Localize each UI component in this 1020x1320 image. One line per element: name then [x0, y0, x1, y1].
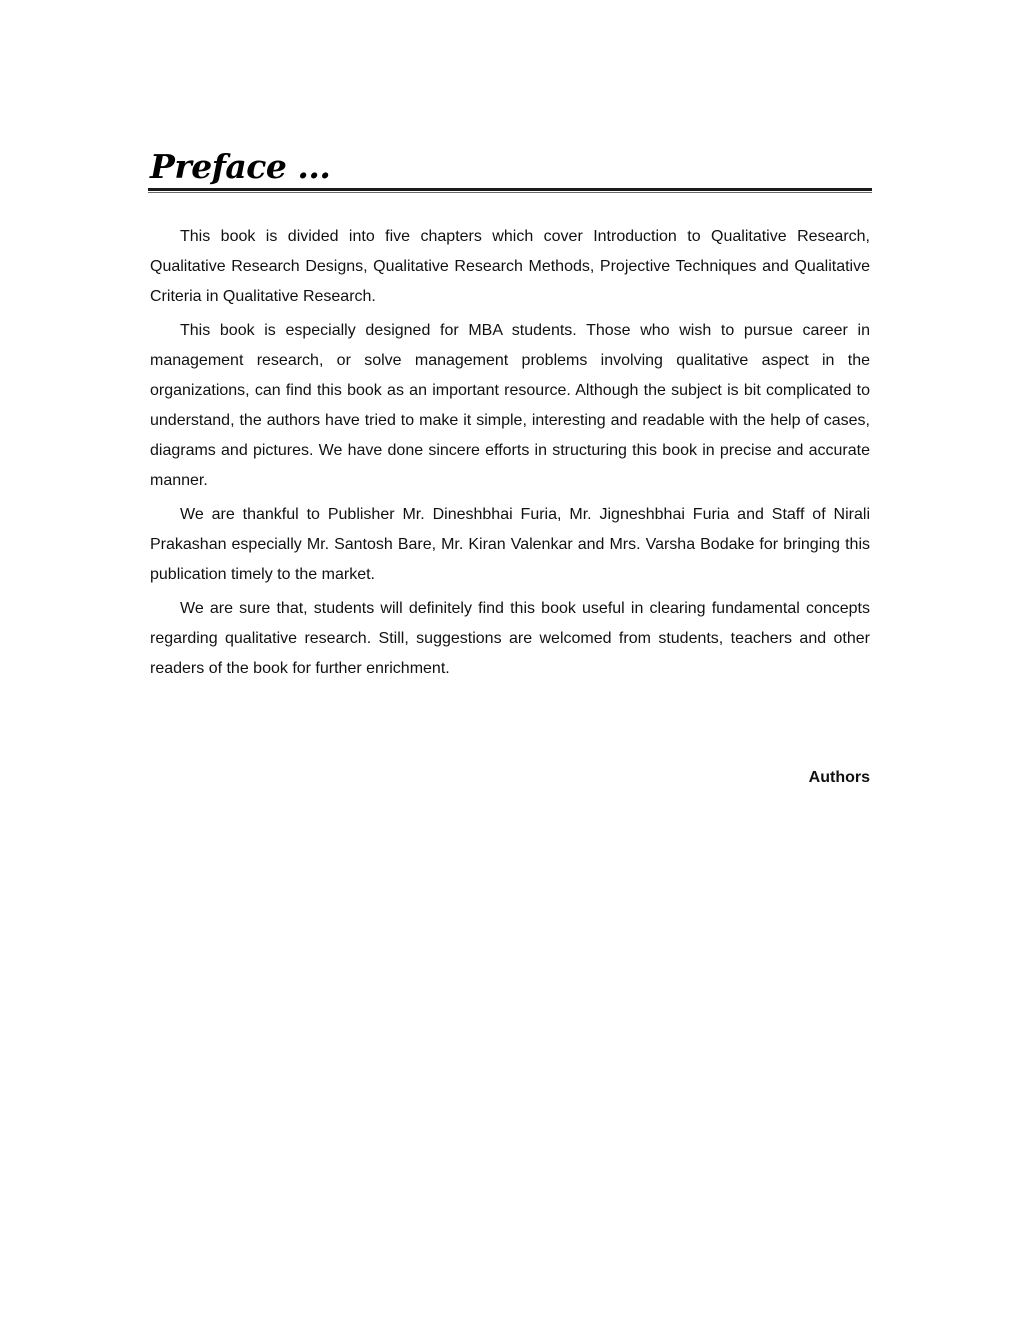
paragraph-1: This book is divided into five chapters which cover Introduction to Qualitative Research, Qualitative Research Designs, Qualitative Research Methods, Projective Techniques and Qualitative Criteria in Qualitative Research. [150, 228, 870, 305]
signature: Authors [808, 769, 870, 786]
page-title: Preface ... [150, 147, 331, 186]
heading-underline [148, 188, 872, 191]
paragraph-2: This book is especially designed for MBA students. Those who wish to pursue career in management research, or solve management problems involving qualitative aspect in the organizations, can find this book as an important resource. Although the subject is bit complicated to understand, the authors have tried to make it simple, interesting and readable with the help of cases, diagrams and pictures. We have done sincere efforts in structuring this book in precise and accurate manner. [150, 322, 870, 489]
heading-underline-thin [148, 192, 872, 193]
heading-block [148, 148, 872, 193]
paragraph-4: We are sure that, students will definitely find this book useful in clearing fundamental concepts regarding qualitative research. Still, suggestions are welcomed from students, teachers and other readers of the book for further enrichment. [150, 600, 870, 677]
preface-body [150, 222, 870, 688]
paragraph-3: We are thankful to Publisher Mr. Dineshbhai Furia, Mr. Jigneshbhai Furia and Staff of Nirali Prakashan especially Mr. Santosh Bare, Mr. Kiran Valenkar and Mrs. Varsha Bodake for bringing this publication timely to the market. [150, 506, 870, 583]
